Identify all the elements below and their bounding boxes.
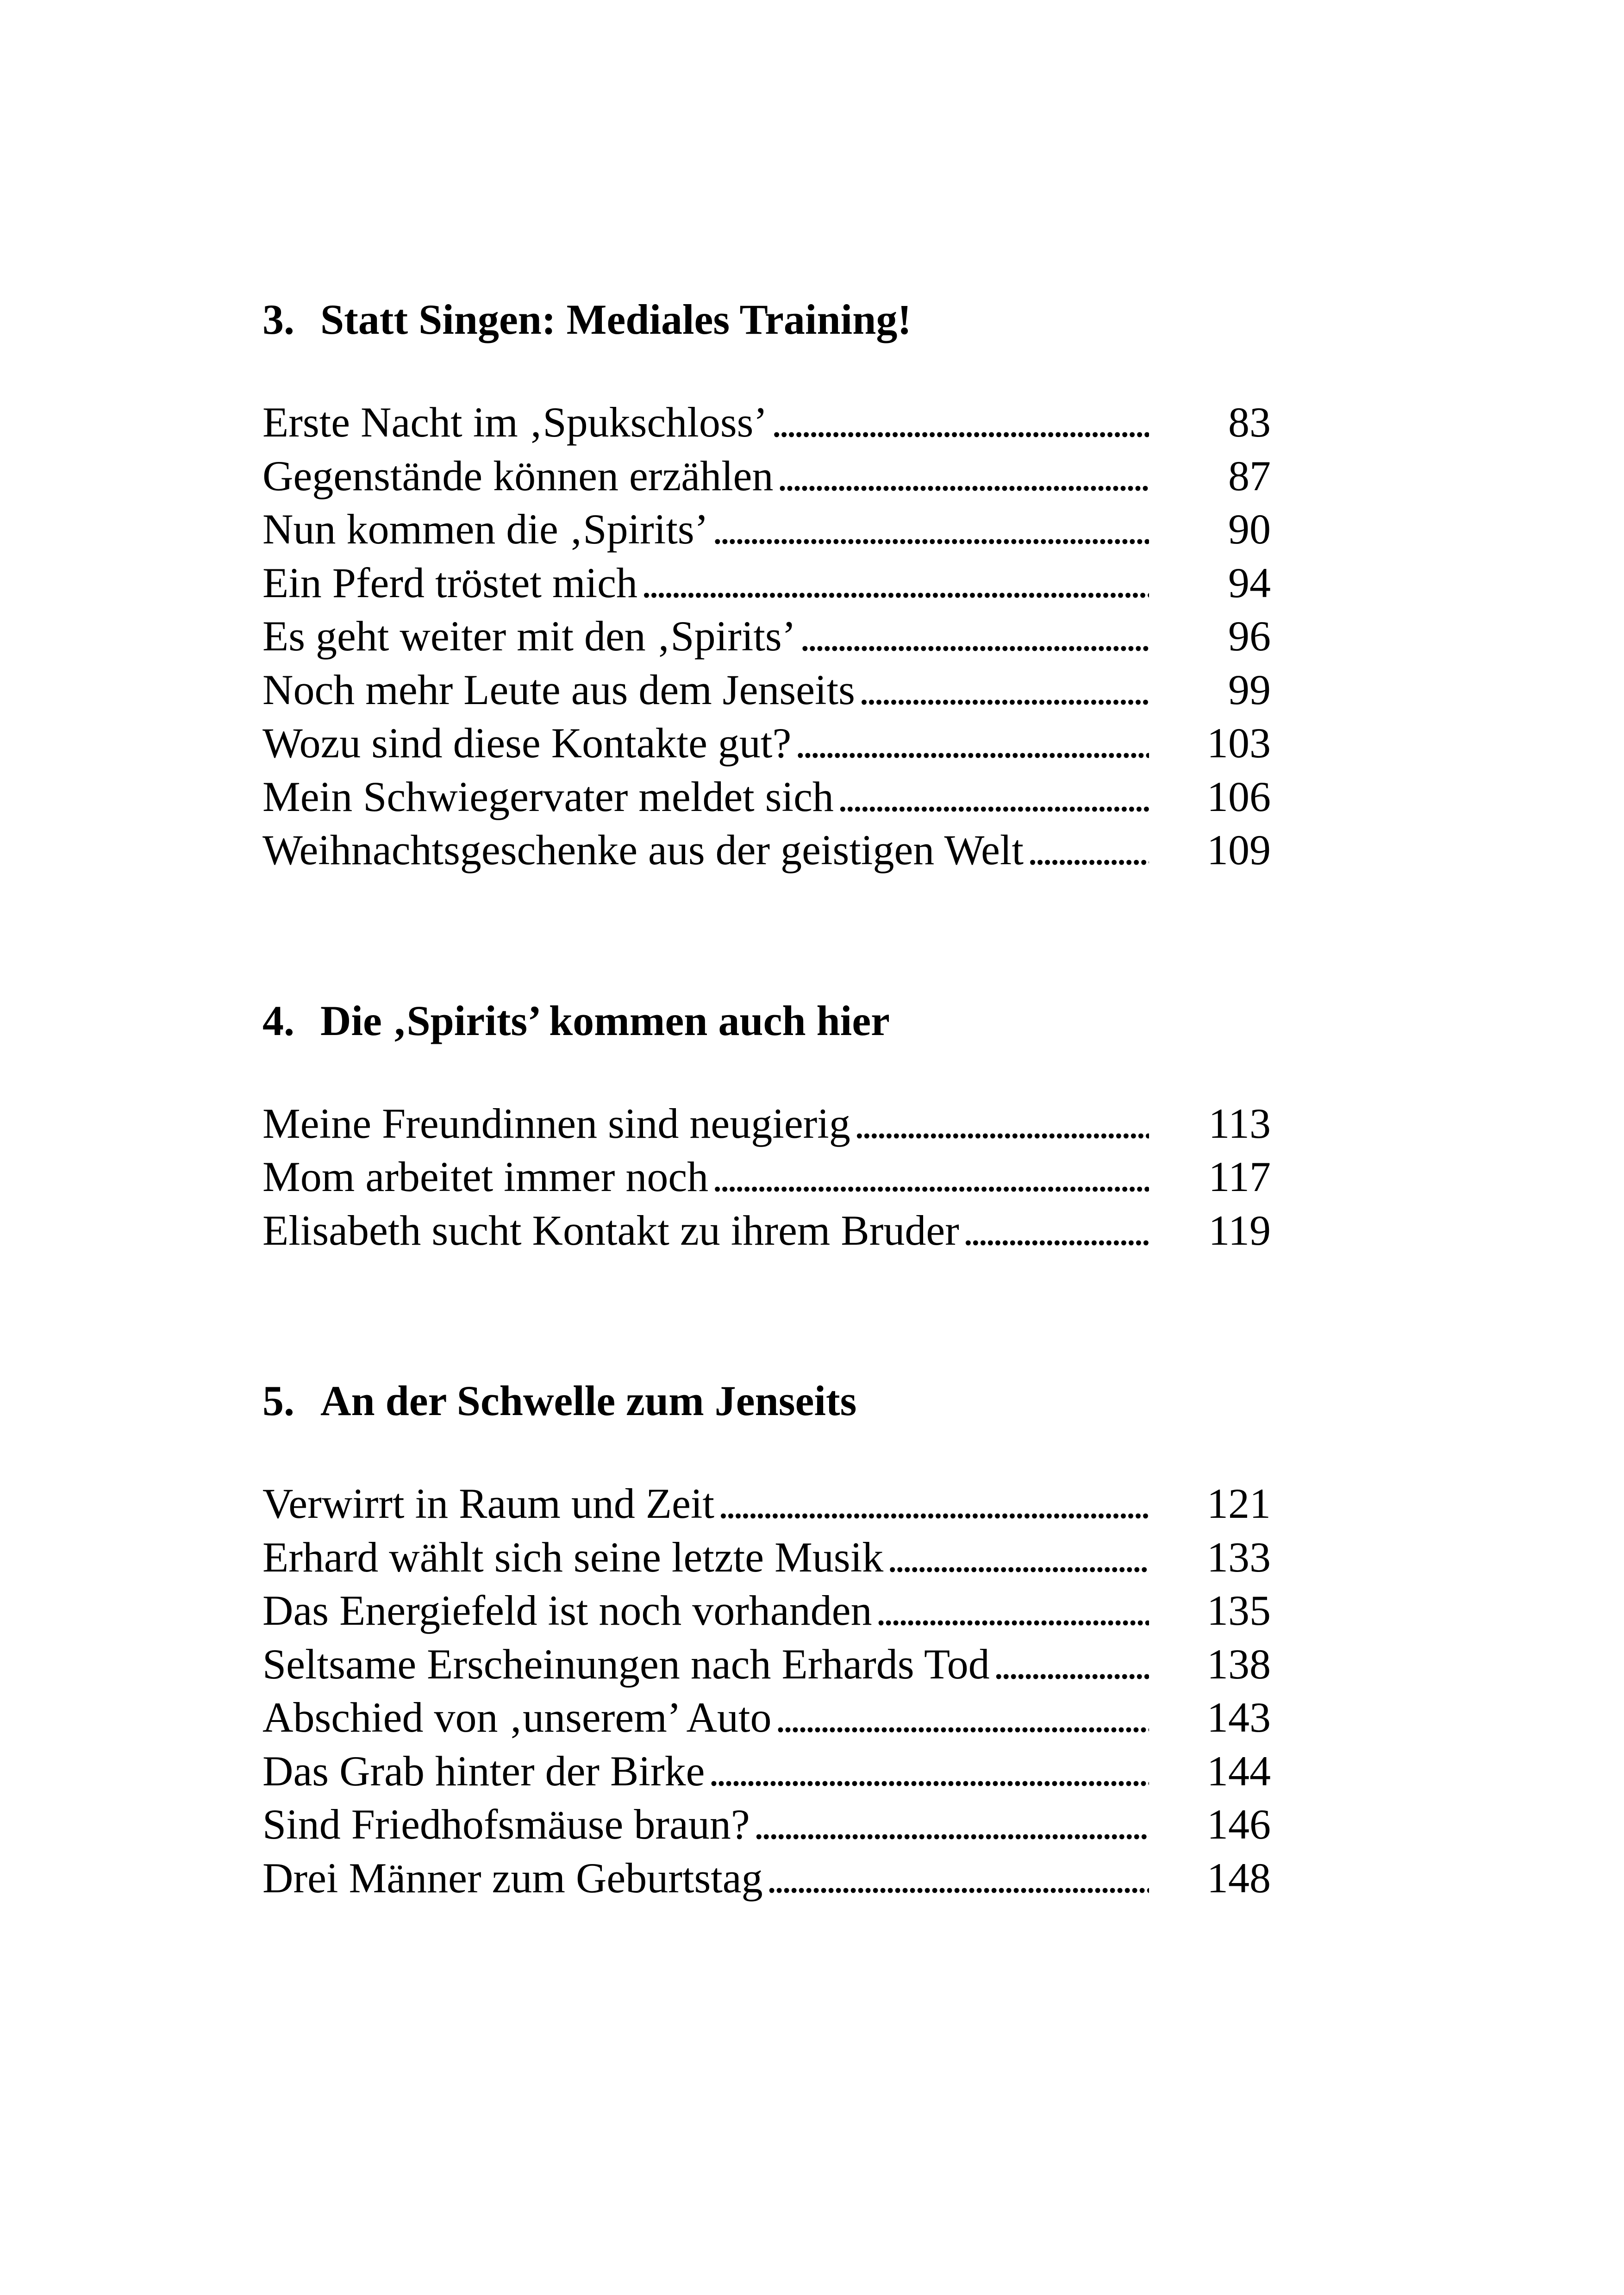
- entry-page-number: 138: [1207, 1640, 1271, 1688]
- toc-entry: [262, 663, 1271, 717]
- toc-entry: [262, 1798, 1271, 1852]
- toc-entry: [262, 1204, 1271, 1258]
- chapter-title: Die ‚Spirits’ kommen auch hier: [320, 997, 890, 1044]
- toc-entry: [262, 770, 1271, 824]
- entry-page-number: 99: [1228, 666, 1271, 713]
- entry-title: Nun kommen die ‚Spirits’: [262, 505, 709, 553]
- chapter-number: 3.: [262, 296, 294, 343]
- dot-leader: [1027, 823, 1149, 877]
- entry-page-number: 90: [1228, 505, 1271, 553]
- dot-leader: [854, 1097, 1149, 1151]
- dot-leader: [963, 1204, 1149, 1258]
- toc-entry: [262, 610, 1271, 663]
- toc-entry: [262, 1531, 1271, 1584]
- toc-entry: [262, 556, 1271, 610]
- entry-title: Das Grab hinter der Birke: [262, 1747, 705, 1795]
- entry-title: Meine Freundinnen sind neugierig: [262, 1099, 850, 1147]
- entry-title: Abschied von ‚unserem’ Auto: [262, 1694, 772, 1741]
- entry-page-number: 106: [1207, 773, 1271, 820]
- dot-leader: [775, 1691, 1149, 1745]
- entry-page-number: 143: [1207, 1694, 1271, 1741]
- entry-title: Mom arbeitet immer noch: [262, 1153, 709, 1200]
- dot-leader: [777, 449, 1149, 503]
- toc-entry: [262, 449, 1271, 503]
- entry-title: Seltsame Erscheinungen nach Erhards Tod: [262, 1640, 990, 1688]
- dot-leader: [708, 1745, 1149, 1798]
- dot-leader: [754, 1798, 1149, 1852]
- entry-title: Sind Friedhofsmäuse braun?: [262, 1801, 750, 1848]
- entry-page-number: 119: [1208, 1206, 1271, 1254]
- entry-page-number: 133: [1207, 1533, 1271, 1581]
- chapter-title: Statt Singen: Mediales Training!: [320, 296, 912, 343]
- dot-leader: [859, 663, 1149, 717]
- chapter-entries: [262, 1097, 1271, 1258]
- entry-title: Erhard wählt sich seine letzte Musik: [262, 1533, 884, 1581]
- entry-page-number: 135: [1207, 1587, 1271, 1634]
- entry-page-number: 146: [1207, 1801, 1271, 1848]
- entry-title: Gegenstände können erzählen: [262, 452, 774, 499]
- dot-leader: [641, 556, 1149, 610]
- entry-page-number: 87: [1228, 452, 1271, 499]
- entry-title: Noch mehr Leute aus dem Jenseits: [262, 666, 855, 713]
- dot-leader: [876, 1584, 1149, 1638]
- dot-leader: [887, 1531, 1149, 1584]
- chapter-heading: [262, 292, 1271, 347]
- entry-page-number: 144: [1207, 1747, 1271, 1795]
- entry-page-number: 121: [1207, 1480, 1271, 1527]
- entry-title: Mein Schwiegervater meldet sich: [262, 773, 834, 820]
- entry-page-number: 103: [1207, 719, 1271, 767]
- chapter-4: [262, 993, 1271, 1258]
- toc-entry: [262, 1097, 1271, 1151]
- toc-entry: [262, 1150, 1271, 1204]
- chapter-entries: [262, 396, 1271, 877]
- dot-leader: [837, 770, 1149, 824]
- entry-title: Das Energiefeld ist noch vorhanden: [262, 1587, 872, 1634]
- dot-leader: [800, 610, 1149, 663]
- dot-leader: [712, 1150, 1149, 1204]
- entry-title: Weihnachtsgeschenke aus der geistigen Welt: [262, 826, 1024, 873]
- entry-page-number: 113: [1208, 1099, 1271, 1147]
- entry-page-number: 109: [1207, 826, 1271, 873]
- dot-leader: [712, 503, 1149, 556]
- entry-title: Erste Nacht im ‚Spukschloss’: [262, 399, 768, 446]
- dot-leader: [993, 1638, 1149, 1691]
- entry-title: Wozu sind diese Kontakte gut?: [262, 719, 792, 767]
- toc-entry: [262, 1477, 1271, 1531]
- dot-leader: [718, 1477, 1149, 1531]
- entry-page-number: 117: [1208, 1153, 1271, 1200]
- dot-leader: [771, 396, 1149, 449]
- chapter-5: [262, 1373, 1271, 1905]
- dot-leader: [767, 1852, 1149, 1905]
- chapter-3: [262, 292, 1271, 877]
- toc-entry: [262, 717, 1271, 770]
- entry-title: Ein Pferd tröstet mich: [262, 559, 637, 606]
- chapter-entries: [262, 1477, 1271, 1905]
- toc-entry: [262, 1638, 1271, 1691]
- chapter-number: 4.: [262, 997, 294, 1044]
- dot-leader: [795, 717, 1149, 770]
- toc-entry: [262, 503, 1271, 556]
- toc-entry: [262, 1745, 1271, 1798]
- entry-page-number: 83: [1228, 399, 1271, 446]
- chapter-number: 5.: [262, 1377, 294, 1424]
- chapter-heading: [262, 1373, 1271, 1428]
- entry-title: Es geht weiter mit den ‚Spirits’: [262, 612, 796, 660]
- toc-entry: [262, 396, 1271, 449]
- entry-title: Drei Männer zum Geburtstag: [262, 1854, 763, 1902]
- entry-page-number: 148: [1207, 1854, 1271, 1902]
- entry-page-number: 96: [1228, 612, 1271, 660]
- chapter-title: An der Schwelle zum Jenseits: [320, 1377, 857, 1424]
- toc-entry: [262, 1584, 1271, 1638]
- table-of-contents: [262, 292, 1271, 1905]
- chapter-heading: [262, 993, 1271, 1048]
- toc-entry: [262, 1691, 1271, 1745]
- toc-entry: [262, 823, 1271, 877]
- entry-title: Verwirrt in Raum und Zeit: [262, 1480, 715, 1527]
- toc-entry: [262, 1852, 1271, 1905]
- entry-title: Elisabeth sucht Kontakt zu ihrem Bruder: [262, 1206, 959, 1254]
- entry-page-number: 94: [1228, 559, 1271, 606]
